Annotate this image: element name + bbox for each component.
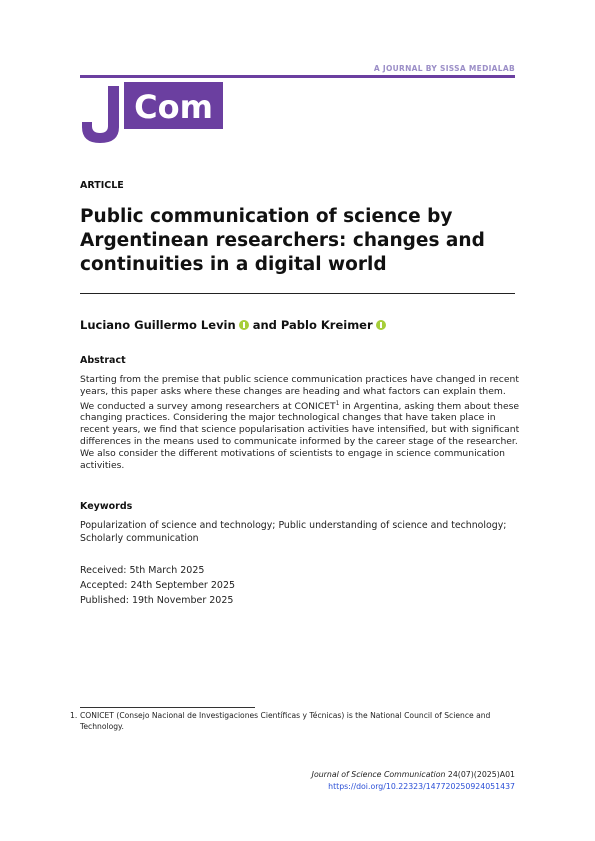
abstract-text xyxy=(80,374,520,471)
journal-tagline: A JOURNAL BY SISSA MEDIALAB xyxy=(373,64,515,73)
author-joiner: and xyxy=(252,318,277,332)
keywords-text: Popularization of science and technology; Public understanding of science and technology; Scholarly communication xyxy=(80,520,507,544)
abstract-text-part: Starting from the premise that public science communication practices have changed in recent years, this paper asks where these changes are heading and what factors can explain them. We conducted a survey among researchers at CONICET xyxy=(80,374,519,412)
footnote xyxy=(70,710,520,732)
header-rule xyxy=(80,75,515,78)
received-date: Received: 5th March 2025 xyxy=(80,565,205,576)
jcom-logo xyxy=(80,82,225,144)
publication-dates xyxy=(80,563,235,608)
footnote-divider xyxy=(80,707,255,708)
author-name: Pablo Kreimer xyxy=(280,318,373,332)
abstract-text-part: in Argentina, asking them about these changing practices. Considering the major technological changes that have taken place in recent years, we find that science popularisation activities have intensified, but with significant differences in the means used to communicate informed by the career stage of the researcher. We also consider the different motivations of scientists to engage in science communication activities. xyxy=(80,400,520,471)
orcid-icon[interactable] xyxy=(239,320,249,330)
orcid-icon[interactable] xyxy=(376,320,386,330)
journal-name: Journal of Science Communication xyxy=(311,770,446,779)
abstract-heading: Abstract xyxy=(80,355,126,366)
logo-text: Com xyxy=(134,88,213,126)
citation-number: 24(07)(2025)A01 xyxy=(445,770,515,779)
footnote-text: CONICET (Consejo Nacional de Investigaciones Científicas y Técnicas) is the National Council of Science and Technology. xyxy=(80,711,491,731)
author-list xyxy=(80,318,390,332)
keywords-heading: Keywords xyxy=(80,501,133,512)
author-name: Luciano Guillermo Levin xyxy=(80,318,236,332)
footnote-number: 1. xyxy=(70,711,78,720)
title-divider xyxy=(80,293,515,294)
published-date: Published: 19th November 2025 xyxy=(80,595,234,606)
paper-title: Public communication of science by Argentinean researchers: changes and continuities in a digital world xyxy=(80,206,485,275)
journal-citation xyxy=(280,770,515,779)
article-type-label: ARTICLE xyxy=(80,180,124,191)
accepted-date: Accepted: 24th September 2025 xyxy=(80,580,236,591)
doi-link[interactable]: https://doi.org/10.22323/147720250924051437 xyxy=(328,782,515,791)
footnote-ref[interactable]: 1 xyxy=(335,399,340,407)
